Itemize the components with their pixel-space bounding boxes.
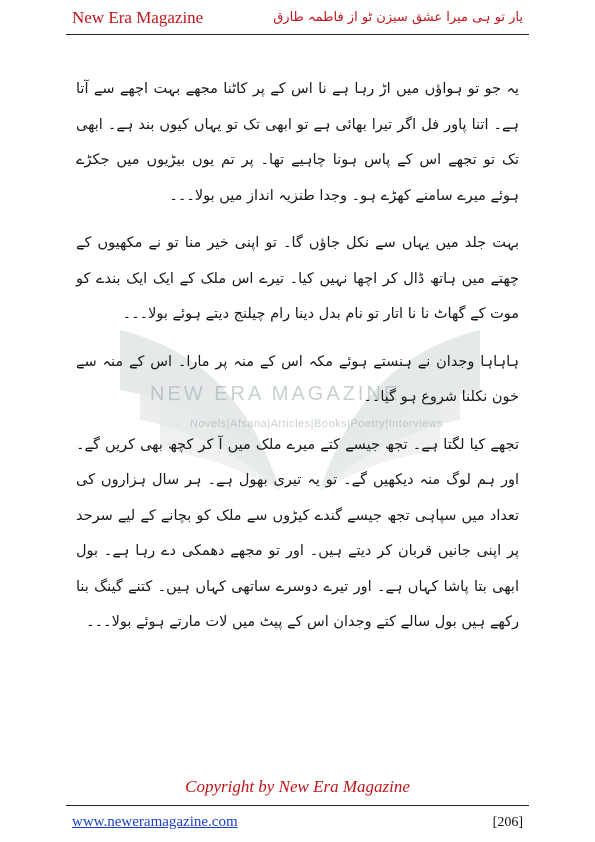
header-divider [66,34,529,35]
footer-divider [66,805,529,806]
novel-title: یار تو ہی میرا عشق سیزن ٹو از فاطمہ طارق [273,10,523,25]
magazine-name: New Era Magazine [72,8,204,27]
paragraph: ہاہاہا وجدان نے ہنستے ہوئے مکہ اس کے منہ پر مارا۔ اس کے منہ سے خون نکلنا شروع ہو گیا۔۔ [76,353,519,405]
website-link[interactable]: www.neweramagazine.com [72,814,238,830]
page-number: [206] [492,815,523,830]
paragraph: بہت جلد میں یہاں سے نکل جاؤں گا۔ تو اپنی خیر منا تو نے مکھیوں کے چھتے میں ہاتھ ڈال کر اچھا نہیں کیا۔ تیرے اس ملک کے ایک ایک بندے کو موت کے گھاٹ نا نا اتار تو نام بدل دینا رام چیلنج دیتے ہوئے بولا۔۔۔ [76,235,519,322]
paragraph: یہ جو تو ہواؤں میں اڑ رہا ہے نا اس کے پر کاٹنا مجھے بہت اچھے سے آتا ہے۔ اتنا پاور فل اگر تیرا بھائی ہے تو ابھی تک تو یہاں کیوں بند ہے۔ ابھی تک تو تجھے اس کے پاس ہونا چاہیے تھا۔ پر تم یوں بیڑیوں میں جکڑے ہوئے میرے سامنے کھڑے ہو۔ وجدا طنزیہ انداز میں بولا۔۔۔ [76,81,519,204]
watermark-text: NEW ERA MAGAZINE [150,383,401,405]
watermark-tagline: Novels|Afsana|Articles|Books|Poetry|Interviews [190,418,444,430]
story-body [76,72,519,653]
copyright-notice: Copyright by New Era Magazine [185,777,410,796]
paragraph: تجھے کیا لگتا ہے۔ تجھ جیسے کتے میرے ملک میں آ کر کچھ بھی کریں گے۔ اور ہم لوگ منہ دیکھیں گے۔ تو یہ تیری بھول ہے۔ ہر سال ہزاروں کی تعداد میں سپاہی تجھ جیسے گندے کیڑوں سے ملک کو بچانے کے لیے سرحد پر اپنی جانیں قربان کر دیتے ہیں۔ اور تو مجھے دھمکی دے رہا ہے۔ بول ابھی بتا پاشا کہاں ہے۔ اور تیرے دوسرے ساتھی کہاں ہیں۔ کتنے گینگ بنا رکھے ہیں بول سالے کتے وجدان اس کے پیٹ میں لات مارتے ہوئے بولا۔۔۔ [76,436,519,630]
